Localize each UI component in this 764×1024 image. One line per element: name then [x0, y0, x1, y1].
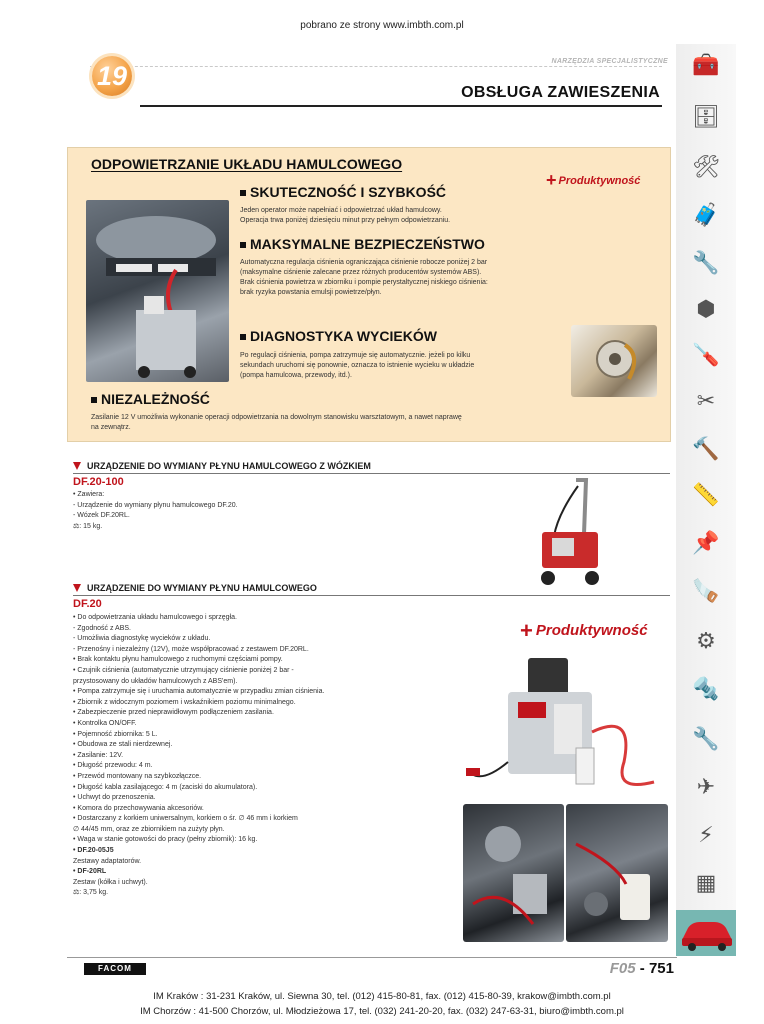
triangle-marker-icon — [73, 584, 81, 592]
punch-icon[interactable]: 📌 — [692, 530, 720, 555]
section-efficiency-text: Jeden operator może napełniać i odpowietrzać układ hamulcowy. Operacja trwa poniżej dziesięciu minut przy pełnym odpowietrzaniu. — [240, 207, 451, 224]
source-url: pobrano ze strony www.imbth.com.pl — [300, 20, 464, 31]
saw-icon[interactable]: 🪚 — [692, 578, 720, 603]
address-krakow: IM Kraków : 31-231 Kraków, ul. Siewna 30, tel. (012) 415-80-81, fax. (012) 415-80-39, krakow@imbth.com.pl — [153, 991, 611, 1002]
chapter-badge: 19 — [92, 56, 132, 96]
bullet-square-icon — [240, 334, 246, 340]
wrench-icon[interactable]: 🔧 — [692, 250, 720, 275]
screwdriver-icon[interactable]: 🪛 — [692, 342, 720, 367]
brake-bleeding-photo — [86, 200, 229, 382]
engine-bay-photo-2 — [566, 804, 668, 942]
facom-logo: FACOM — [84, 963, 146, 975]
toolbox-icon[interactable]: 🧳 — [692, 202, 720, 227]
socket-icon[interactable]: ⬢ — [696, 296, 716, 321]
triangle-marker-icon — [73, 462, 81, 470]
category-divider — [90, 66, 662, 67]
engine-illustration — [463, 804, 564, 942]
product1-details: • Zawiera: - Urządzenie do wymiany płynu hamulcowego DF.20. - Wózek DF.20RL. ⚖: 15 kg. — [73, 491, 238, 530]
reservoir-illustration — [566, 804, 668, 942]
pump-detail-photo — [571, 325, 657, 397]
address-chorzow: IM Chorzów : 41-500 Chorzów, ul. Młodzieżowa 17, tel. (032) 241-20-20, fax. (032) 247-63-31, biuro@imbth.com.pl — [140, 1006, 624, 1017]
bullet-square-icon — [240, 242, 246, 248]
product1-ref: DF.20-100 — [73, 476, 124, 488]
title-divider — [140, 105, 662, 107]
torque-wrench-icon[interactable]: 🔧 — [692, 726, 720, 751]
productivity-badge-large — [520, 618, 648, 644]
footer-divider — [67, 957, 677, 958]
plus-icon: + — [546, 170, 557, 190]
section-diagnostics-title: DIAGNOSTYKA WYCIEKÓW — [240, 328, 437, 344]
section-safety-text: Automatyczna regulacja ciśnienia ograniczająca ciśnienie robocze poniżej 2 bar (maksymalne ciśnienie zalecane przez różnych producentów systemów ABS). Brak ciśnienia powietrza w zbiorniku i pompie perystaltycznej niskiego ciśnienia: brak ryzyka powstania emulsji powietrze/płyn. — [240, 259, 488, 296]
section-efficiency-title: SKUTECZNOŚĆ I SZYBKOŚĆ — [240, 184, 446, 200]
pneumatic-tool-icon[interactable]: 🔩 — [692, 676, 720, 701]
tool-cabinet-icon[interactable]: 🗄 — [692, 104, 720, 129]
product2-divider — [73, 595, 670, 596]
hammer-icon[interactable]: 🔨 — [692, 436, 720, 461]
feature-heading: ODPOWIETRZANIE UKŁADU HAMULCOWEGO — [91, 156, 403, 172]
category-label: NARZĘDZIA SPECJALISTYCZNE — [551, 58, 668, 65]
pliers-icon[interactable]: ✂ — [696, 388, 716, 413]
engine-bay-photo-1 — [463, 804, 564, 942]
page-number: F05 - 751 — [609, 960, 674, 977]
product2-ref: DF.20 — [73, 598, 102, 610]
df20-unit-illustration — [464, 652, 666, 802]
section-safety-title: MAKSYMALNE BEZPIECZEŃSTWO — [240, 236, 485, 252]
cart-unit-illustration — [528, 474, 610, 588]
electrical-icon[interactable]: ⚡ — [698, 822, 714, 847]
aircraft-icon[interactable]: ✈ — [696, 774, 716, 799]
productivity-label: Produktywność — [558, 175, 641, 187]
workbench-icon[interactable]: 🛠 — [692, 154, 720, 179]
measuring-tape-icon[interactable]: 📏 — [692, 482, 720, 507]
cart-unit-photo — [528, 474, 610, 588]
car-icon — [676, 910, 736, 956]
sidebar-item-automotive-active[interactable] — [676, 910, 736, 956]
puller-icon[interactable]: ⚙ — [696, 628, 716, 653]
plus-icon: + — [520, 618, 533, 643]
product2-section-title: URZĄDZENIE DO WYMIANY PŁYNU HAMULCOWEGO — [73, 583, 317, 593]
product2-details: • Do odpowietrzania układu hamulcowego i sprzęgła. - Zgodność z ABS. - Umożliwia diagnostykę wycieków z układu. - Przenośny i niezależny (12V), może współpracować z zestawem DF.20RL. • Brak kontaktu płynu hamulcowego z ruchomymi częściami pompy. • Czujnik ciśnienia (automatycznie utrzymujący ciśnienie poniżej 2 bar - przystosowany do układów hamulcowych z ABS'em). • Pompa zatrzymuje się i uruchamia automatycznie w przypadku zmian ciśnienia. • Zbiornik z widocznym poziomem i wskaźnikiem poziomu minimalnego. • Zabezpieczenie przed nieprawidłowym podłączeniem zasilania. • Kontrolka ON/OFF. • Pojemność zbiornika: 5 L. • Obudowa ze stali nierdzewnej. • Zasilanie: 12V. • Długość przewodu: 4 m. • Przewód montowany na szybkozłączce. • Długość kabla zasilającego: 4 m (zaciski do akumulatora). • Uchwyt do przenoszenia. • Komora do przechowywania akcesoriów. • Dostarczany z korkiem uniwersalnym, korkiem o śr. ∅ 46 mm i korkiem ∅ 44/45 mm, oraz ze zbiornikiem na zużyty płyn. • Waga w stanie gotowości do pracy (pełny zbiornik): 16 kg. • DF.20-05J5 Zestawy adaptatorów. • DF-20RL Zestaw (kółka i uchwyt). ⚖: 3,75 kg. — [73, 614, 325, 897]
product1-section-title: URZĄDZENIE DO WYMIANY PŁYNU HAMULCOWEGO Z WÓZKIEM — [73, 461, 371, 471]
tool-case-icon[interactable]: 🧰 — [692, 52, 720, 77]
pump-illustration — [571, 325, 657, 397]
section-independence-text: Zasilanie 12 V umożliwia wykonanie operacji odpowietrzania na dowolnym stanowisku warsztatowym, a nawet naprawę na zewnątrz. — [91, 414, 462, 431]
page-title: OBSŁUGA ZAWIESZENIA — [461, 84, 660, 101]
section-diagnostics-text: Po regulacji ciśnienia, pompa zatrzymuje się automatycznie. jeżeli po kilku sekundach uruchomi się ponownie, oznacza to istnienie wycieku w układzie (pompa hamulcowa, przewody, itd.). — [240, 352, 475, 379]
bullet-square-icon — [240, 190, 246, 196]
df20-unit-photo — [464, 652, 666, 802]
productivity-badge-small — [546, 170, 640, 191]
storage-rack-icon[interactable]: ▦ — [695, 870, 717, 895]
productivity-label: Produktywność — [535, 622, 648, 639]
bullet-square-icon — [91, 397, 97, 403]
section-independence-title: NIEZALEŻNOŚĆ — [91, 391, 210, 407]
car-engine-illustration — [86, 200, 229, 382]
